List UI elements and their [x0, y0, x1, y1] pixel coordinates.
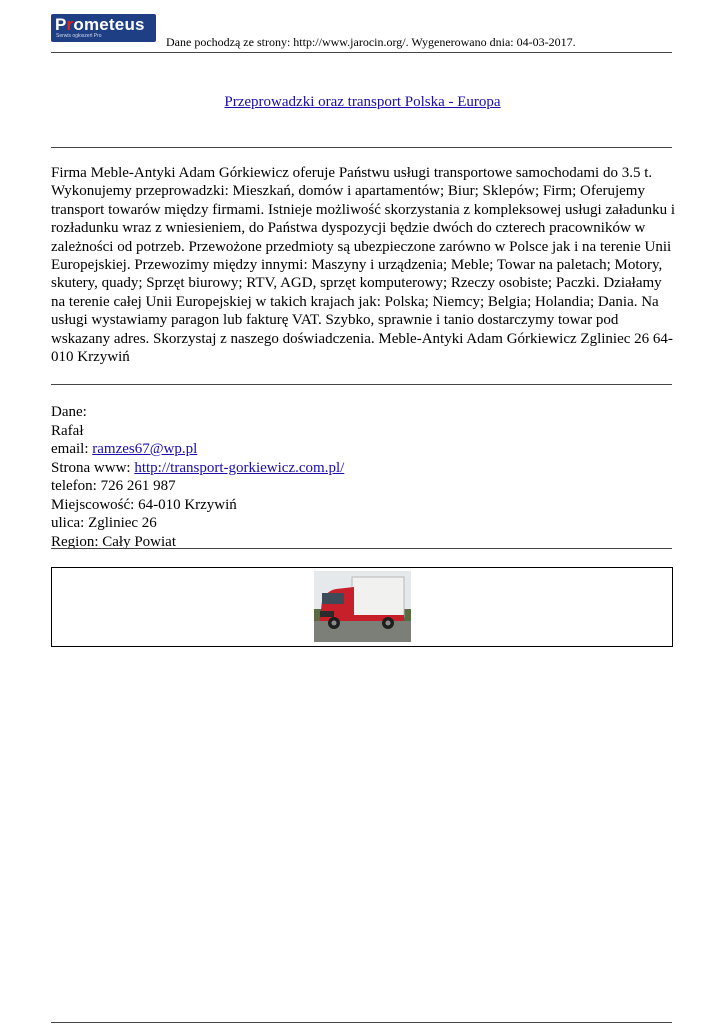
listing-title-link[interactable]: Przeprowadzki oraz transport Polska - Europa	[224, 94, 501, 110]
city-row: Miejscowość: 64-010 Krzywiń	[51, 496, 237, 513]
email-link[interactable]: ramzes67@wp.pl	[92, 441, 198, 457]
listing-description: Firma Meble-Antyki Adam Górkiewicz oferuje Państwu usługi transportowe samochodami do 3.5 t. Wykonujemy przeprowadzki: Mieszkań, domów i apartamentów; Biur; Sklepów; Firm; Oferujemy transport towarów między firmami. Istnieje możliwość skorzystania z kompleksowej usługi załadunku i rozładunku wraz z wniesieniem, do Państwa dyspozycji będzie dwóch do czterech pracowników w zależności od potrzeb. Przewożone przedmioty są ubezpieczone zarówno w Polsce jak i na terenie Unii Europejskiej. Przewozimy między innymi: Maszyny i urządzenia; Meble; Towar na paletach; Motory, skutery, quady; Sprzęt biurowy; RTV, AGD, sprzęt komputerowy; Rzeczy osobiste; Paczki. Działamy na terenie całej Unii Europejskiej w takich krajach jak: Polska; Niemcy; Belgia; Holandia; Dania. Na usługi wystawiamy paragon lub fakturę VAT. Szybko, sprawnie i tanio dostarczymy towar pod wskazany adres. Skorzystaj z naszego doświadczenia. Meble-Antyki Adam Górkiewicz Zgliniec 26 64-010 Krzywiń	[51, 165, 676, 366]
email-label: email:	[51, 441, 93, 457]
red-van-photo[interactable]	[314, 571, 411, 642]
street-row: ulica: Zgliniec 26	[51, 515, 157, 531]
van-illustration	[314, 571, 411, 642]
header-divider	[51, 52, 672, 53]
contact-name: Rafał	[51, 422, 84, 439]
logo-name: Prometeus	[55, 15, 145, 34]
footer-divider	[51, 1022, 672, 1023]
www-row	[51, 459, 344, 478]
title-divider	[51, 147, 672, 148]
website-link[interactable]: http://transport-gorkiewicz.com.pl/	[134, 459, 345, 476]
phone-row: telefon: 726 261 987	[51, 478, 176, 494]
photo-frame	[51, 567, 673, 647]
region-row: Region: Cały Powiat	[51, 533, 176, 550]
logo-tagline: Serwis ogłoszeń Pro	[56, 33, 102, 39]
source-line: Dane pochodzą ze strony: http://www.jarocin.org/. Wygenerowano dnia: 04-03-2017.	[166, 35, 576, 49]
description-divider	[51, 384, 672, 385]
www-label: Strona www:	[51, 459, 135, 476]
prometeus-logo	[51, 14, 156, 42]
email-row	[51, 440, 344, 459]
details-heading: Dane:	[51, 404, 87, 420]
contact-details	[51, 403, 344, 551]
details-divider	[51, 548, 672, 549]
